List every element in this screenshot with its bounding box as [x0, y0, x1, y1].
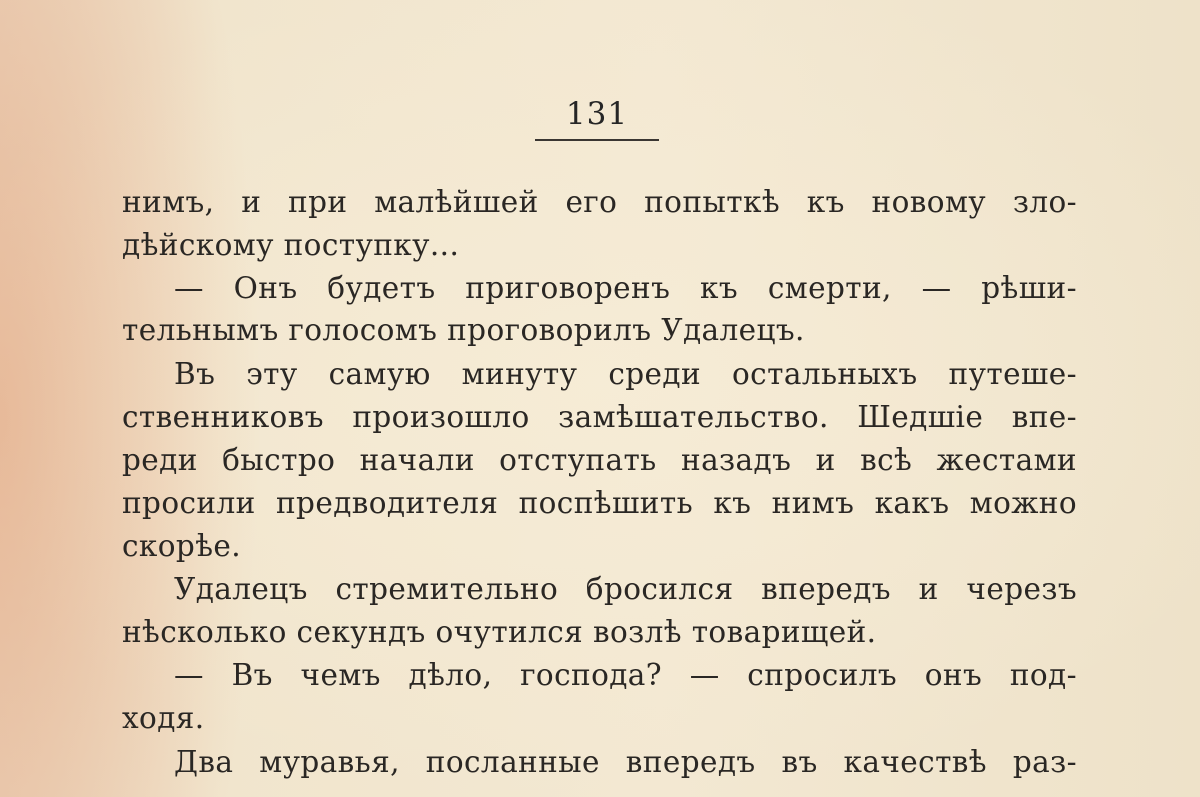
- text-line: скорѣе.: [122, 529, 242, 563]
- page-number: 131: [565, 96, 629, 132]
- text-line: ственниковъ произошло замѣшательство. Шедшіе впе-: [122, 400, 1077, 434]
- text-line: нимъ, и при малѣйшей его попыткѣ къ новому зло-: [122, 185, 1077, 219]
- text-line: ходя.: [122, 701, 205, 735]
- text-line: нѣсколько секундъ очутился возлѣ товарищей.: [122, 615, 877, 649]
- text-line: тельнымъ голосомъ проговорилъ Удалецъ.: [122, 313, 805, 347]
- text-line: дѣйскому поступку...: [122, 228, 460, 262]
- text-line: реди быстро начали отступать назадъ и всѣ жестами: [122, 443, 1077, 477]
- text-line: — Въ чемъ дѣло, господа? — спросилъ онъ под-: [174, 658, 1077, 692]
- text-line: — Онъ будетъ приговоренъ къ смерти, — рѣши-: [174, 271, 1077, 305]
- text-line: Въ эту самую минуту среди остальныхъ путеше-: [174, 357, 1077, 391]
- text-line: Удалецъ стремительно бросился впередъ и черезъ: [174, 572, 1077, 606]
- page-number-rule: [535, 139, 659, 141]
- text-line: Два муравья, посланные впередъ въ качествѣ раз-: [174, 745, 1077, 779]
- text-line: просили предводителя поспѣшить къ нимъ какъ можно: [122, 486, 1077, 520]
